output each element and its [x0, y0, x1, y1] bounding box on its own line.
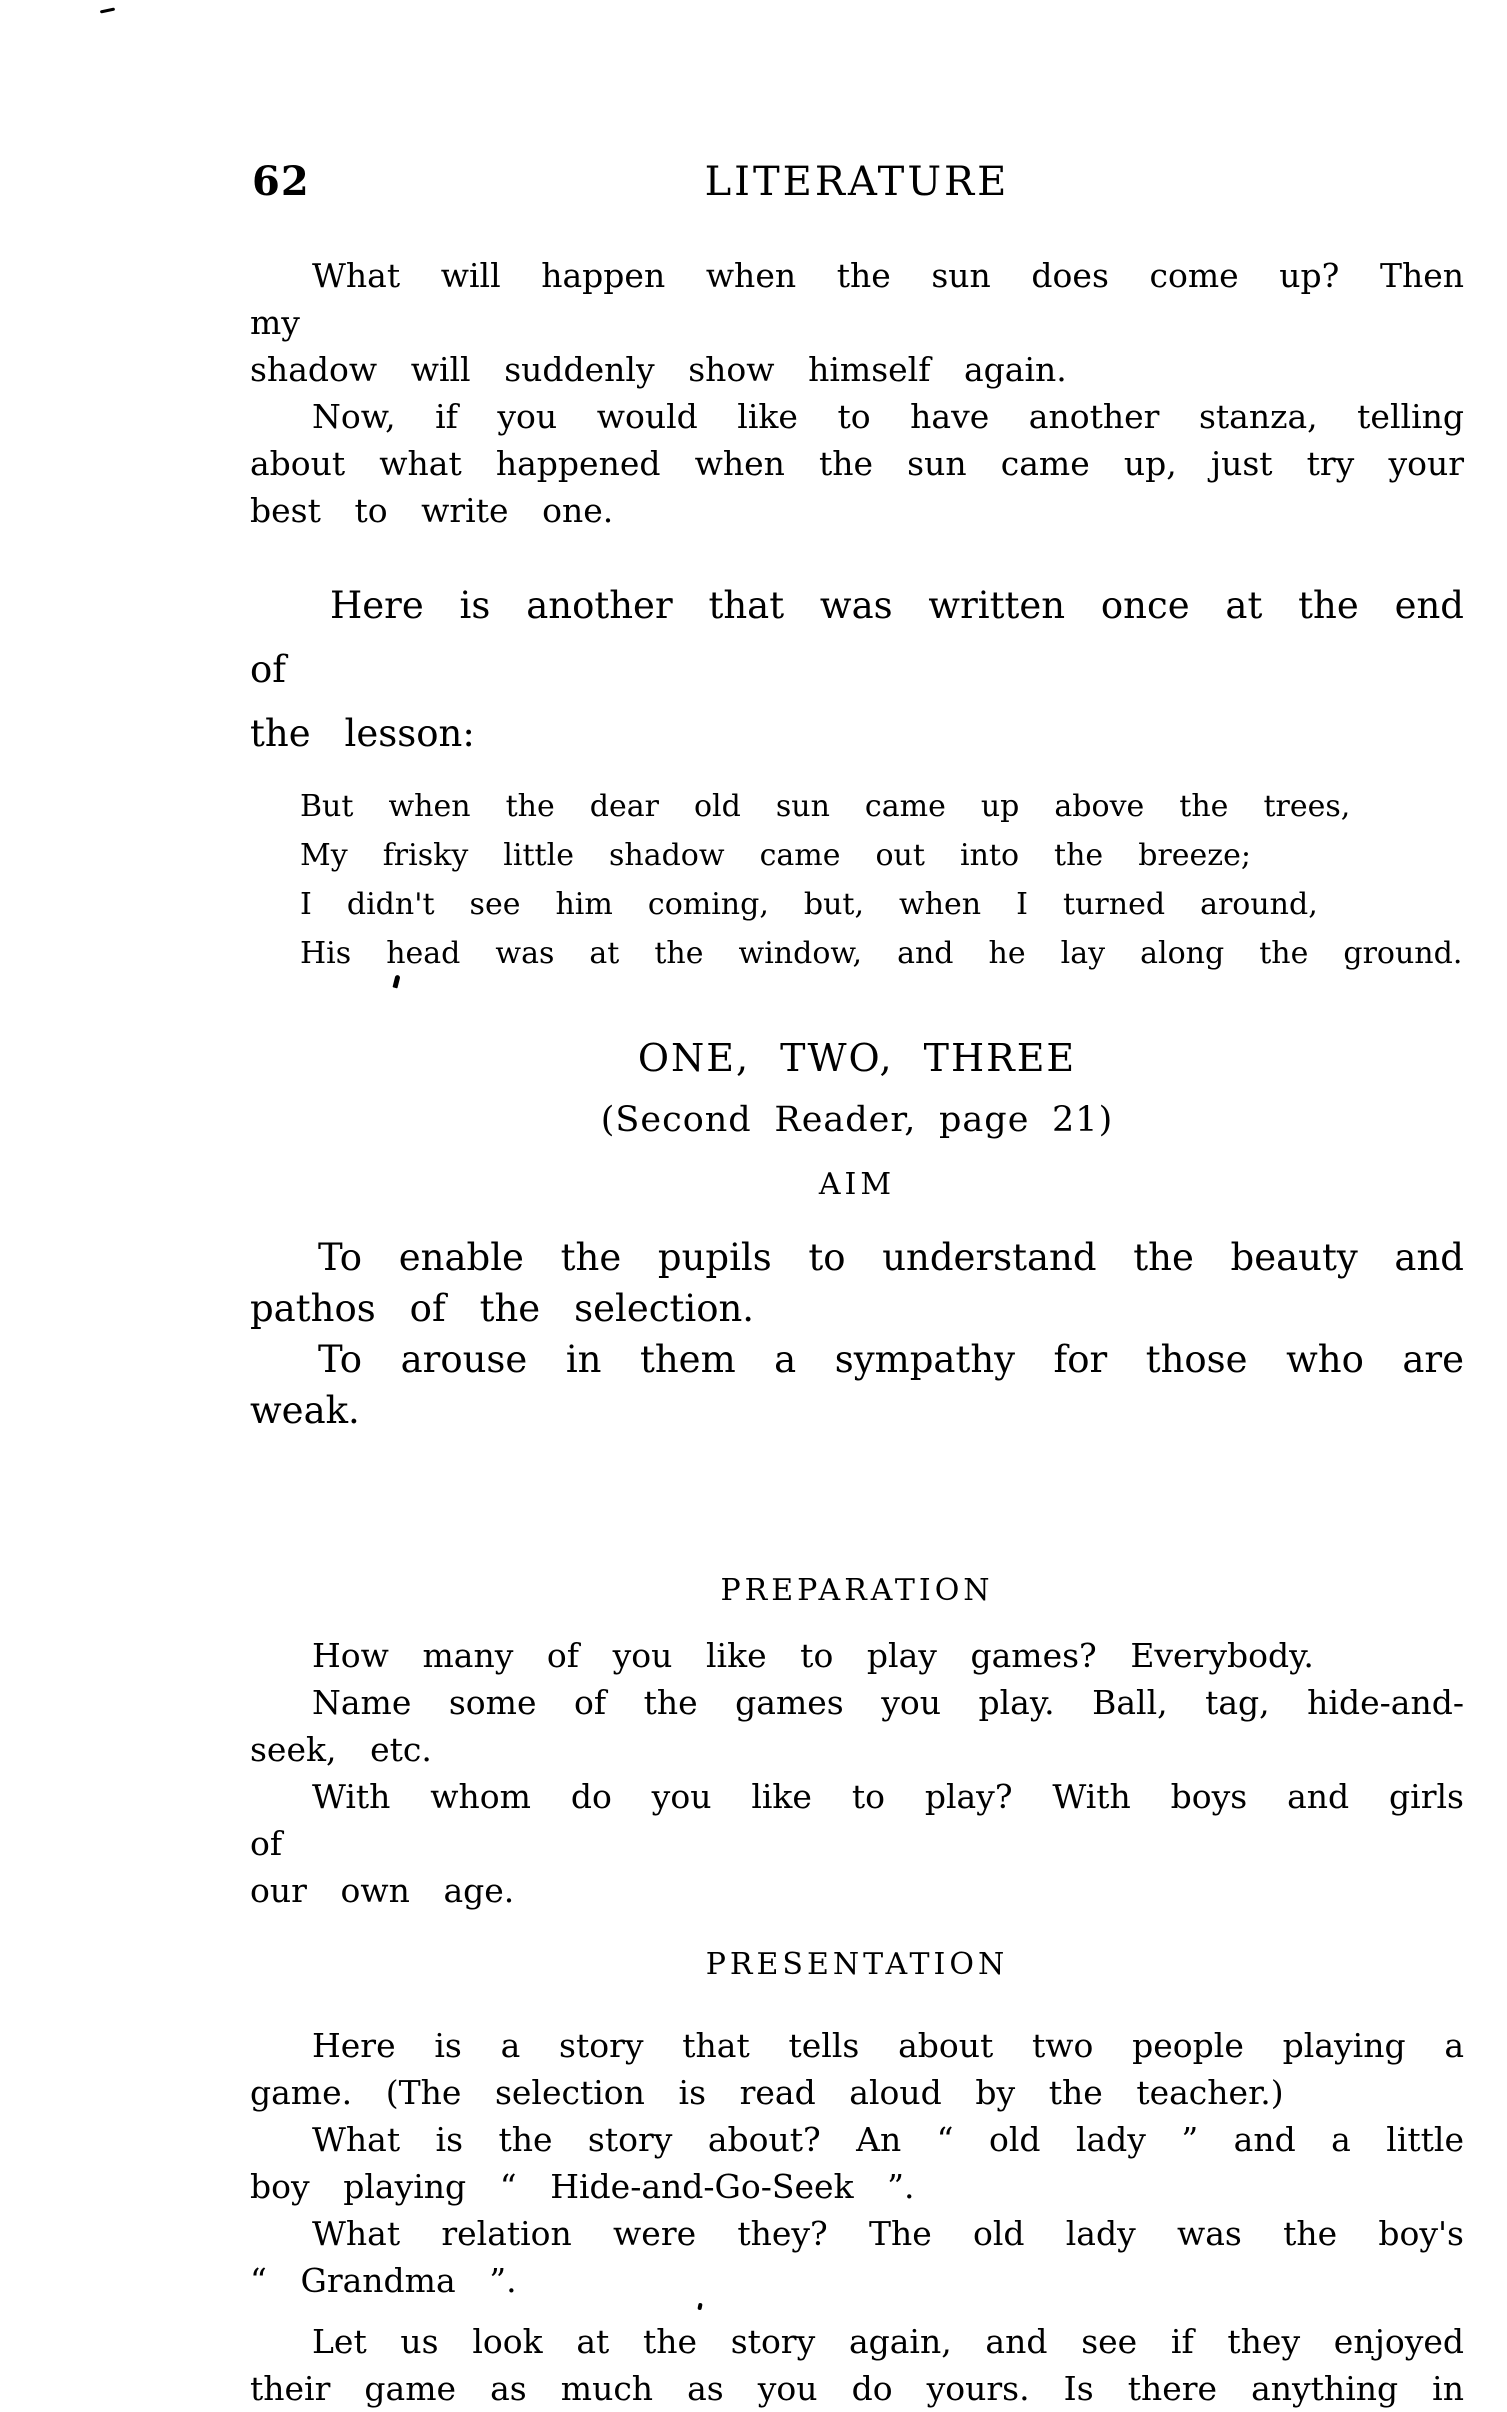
text-line: Name some of the games you play. Ball, tag, hide-and- — [312, 1683, 1464, 1722]
text-line: pathos of the selection. — [250, 1287, 755, 1330]
text-line: To arouse in them a sympathy for those who are weak. — [250, 1338, 1464, 1432]
presentation-paragraphs — [250, 2022, 1464, 2412]
text-line: seek, etc. — [250, 1730, 432, 1769]
aim-heading: AIM — [818, 1167, 896, 1202]
text-line: Here is another that was written once at the end of — [250, 584, 1464, 691]
lesson-subtitle: (Second Reader, page 21) — [600, 1100, 1114, 1140]
lead-in-paragraph — [250, 574, 1464, 766]
text-line: boy playing “ Hide-and-Go-Seek ”. — [250, 2167, 915, 2206]
poem-line: His head was at the window, and he lay along the ground. — [300, 936, 1463, 971]
text-line: With whom do you like to play? With boys and girls of — [250, 1777, 1464, 1863]
poem-line: But when the dear old sun came up above the trees, — [300, 789, 1351, 824]
text-line: What will happen when the sun does come up? Then my — [250, 256, 1464, 342]
text-line: best to write one. — [250, 491, 614, 530]
text-line: To enable the pupils to understand the beauty and — [318, 1236, 1464, 1279]
text-line: their game as much as you do yours. Is there anything in — [250, 2369, 1464, 2408]
running-title: LITERATURE — [704, 159, 1010, 205]
aim-paragraphs — [250, 1232, 1464, 1436]
preparation-heading: PREPARATION — [720, 1573, 994, 1608]
lesson-title: ONE, TWO, THREE — [637, 1036, 1077, 1080]
poem-line: My frisky little shadow came out into the breeze; — [300, 838, 1251, 873]
text-line: about what happened when the sun came up, just try your — [250, 444, 1464, 483]
poem-line: I didn't see him coming, but, when I turned around, — [300, 887, 1318, 922]
text-line: game. (The selection is read aloud by the teacher.) — [250, 2073, 1284, 2112]
text-line: What is the story about? An “ old lady ” and a little — [312, 2120, 1464, 2159]
text-line: What relation were they? The old lady was the boy's — [312, 2214, 1464, 2253]
text-line: Let us look at the story again, and see if they enjoyed — [312, 2322, 1464, 2361]
text-line: Here is a story that tells about two people playing a — [312, 2026, 1464, 2065]
scan-artifact-dash-icon — [100, 7, 115, 13]
text-line: our own age. — [250, 1871, 515, 1910]
text-line: shadow will suddenly show himself again. — [250, 350, 1067, 389]
presentation-heading: PRESENTATION — [705, 1947, 1009, 1982]
page-number: 62 — [252, 158, 310, 205]
text-line: Now, if you would like to have another stanza, telling — [312, 397, 1464, 436]
text-line: the lesson: — [250, 712, 475, 755]
intro-paragraphs — [250, 252, 1464, 534]
poem-stanza — [300, 782, 1464, 978]
preparation-paragraphs — [250, 1632, 1464, 1914]
page-header — [250, 158, 1464, 206]
text-column — [250, 0, 1464, 2412]
text-line: How many of you like to play games? Everybody. — [312, 1636, 1314, 1675]
text-line: “ Grandma ”. — [250, 2261, 517, 2300]
